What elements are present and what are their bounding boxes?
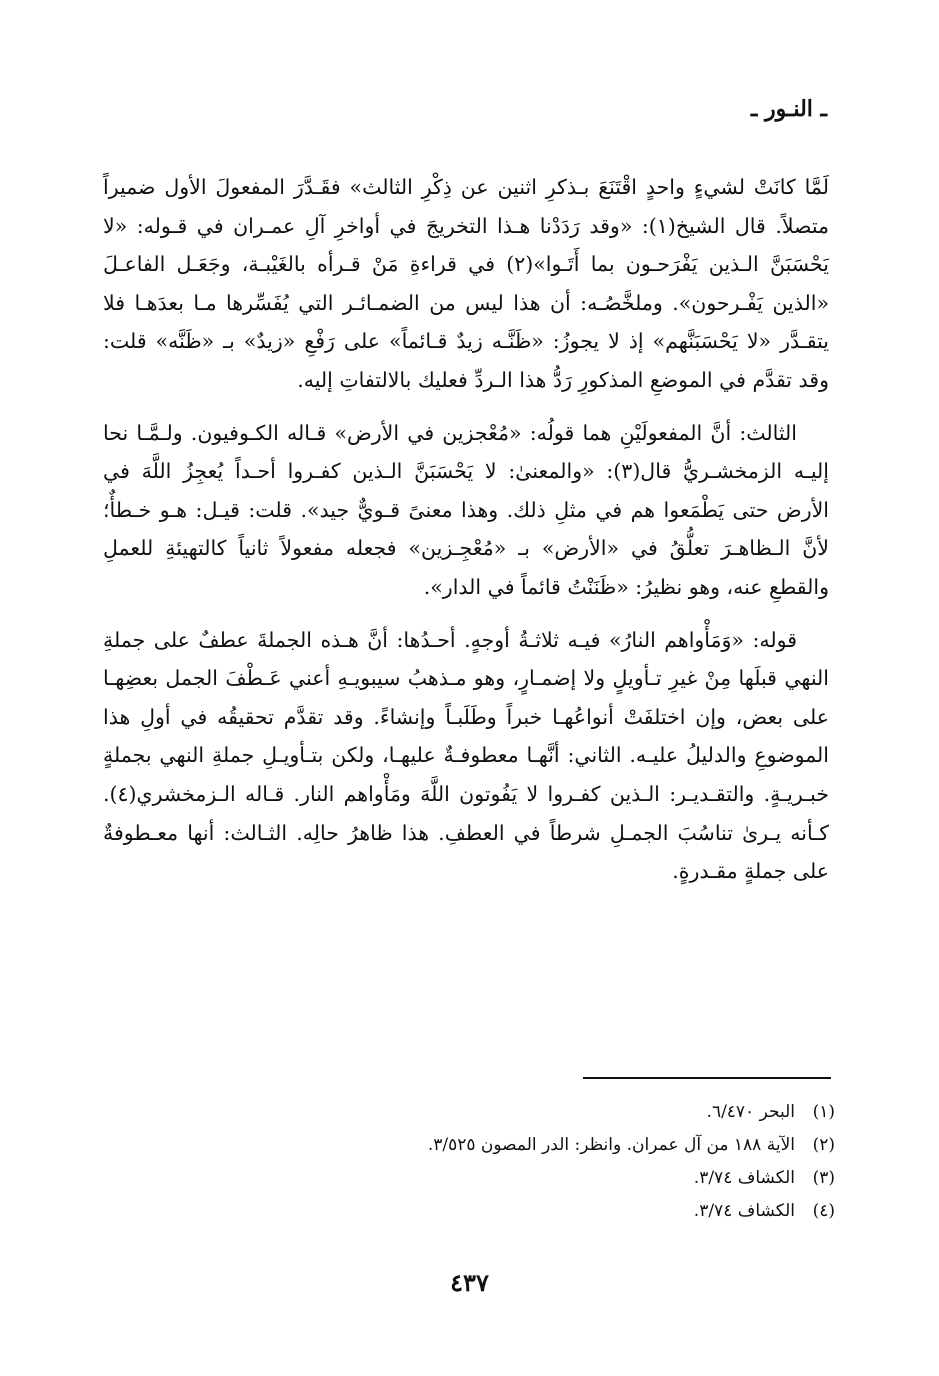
footnote-number: (٤) — [812, 1201, 835, 1221]
footnote-number: (٢) — [812, 1135, 835, 1155]
paragraph-3: قوله: «وَمَأْواهم النارُ» فيـه ثلاثـةُ أوجهٍ. أحـدُها: أنَّ هـذه الجملةَ عطفٌ على جملةِ النهي قبلَها مِنْ غيرِ تـأويلٍ ولا إضمـارٍ، وهو مـذهبُ سيبويـهِ أعني عَـطْفَ الجمل بعضِهـا على بعض، وإن اختلفَتْ أنواعُهـا خبراً وطَلَبـاً وإنشاءً. وقد تقدَّم تحقيقُه في أولِ هذا الموضوعِ والدليلُ عليـه. الثاني: أنَّهـا معطوفـةٌ عليهـا، ولكن بتـأويـلِ جملةِ النهي بجملةٍ خبـريـةٍ. والتقـديـر: الـذين كفـروا لا يَفُوتون اللَّهَ ومَأْواهم النار. قـاله الـزمخشري(٤). كـأنه يـرىٰ تناسُبَ الجمـلِ شرطاً في العطفِ. هذا ظاهرُ حالِه. الثـالث: أنها معـطوفةٌ على جملةٍ مقـدرةٍ. — [103, 627, 829, 884]
footnote-4 — [235, 1195, 835, 1228]
footnote-number: (١) — [812, 1102, 835, 1122]
footnote-text: الكشاف ٣/٧٤. — [693, 1201, 795, 1221]
footnote-divider — [583, 1077, 831, 1079]
footnotes — [235, 1096, 835, 1228]
paragraph-2: الثالث: أنَّ المفعولَيْنِ هما قولُه: «مُعْجزين في الأرض» قـاله الكـوفيون. ولـمَّـا نحا إليـه الزمخشـريُّ قال(٣): «والمعنىٰ: لا يَحْسَبَنَّ الـذين كفـروا أحـداً يُعجِزُ اللَّهَ في الأرض حتى يَطْمَعوا هم في مثلِ ذلك. وهذا معنىً قـويٌّ جيد». قلت: قيـل: هـو خـطأٌ؛ لأنَّ الـظاهـرَ تعلُّقُ في «الأرض» بـ «مُعْجِـزين» فجعله مفعولاً ثانياً كالتهيئةِ للعملِ والقطعِ عنه، وهو نظيرُ: «ظَنَنْتُ قائماً في الدار». — [103, 420, 829, 599]
page-number: ٤٣٧ — [450, 1268, 489, 1297]
footnote-1 — [235, 1096, 835, 1129]
footnote-number: (٣) — [812, 1168, 835, 1188]
footnote-2 — [235, 1129, 835, 1162]
footnote-text: الكشاف ٣/٧٤. — [693, 1168, 795, 1188]
main-text — [103, 168, 829, 891]
paragraph-1: لَمَّا كانَتْ لشيءٍ واحدٍ اقْتَنَعَ بـذكرِ اثنين عن ذِكْرِ الثالث» فقَـدَّرَ المفعولَ الأول ضميراً متصلاً. قال الشيخ(١): «وقد رَدَدْنا هـذا التخريجَ في أواخرِ آلِ عمـران في قـوله: «لا يَحْسَبَنَّ الـذين يَفْرَحـون بما أَتَـوا»(٢) في قراءةِ مَنْ قـرأه بالغَيْبـة، وجَعَـل الفاعـلَ «الذين يَفْـرحون». وملخَّصُـه: أن هذا ليس من الضمـائـر التي يُفَسِّرها مـا بعدَهـا فلا يتقـدَّر «لا يَحْسَبَنَّهم» إذ لا يجوزُ: «ظَنَّـه زيدٌ قـائماً» على رَفْعِ «زيدٌ» بـ «ظَنَّه» قلت: وقد تقدَّم في الموضعِ المذكورِ رَدُّ هذا الـردِّ فعليك بالالتفاتِ إليه. — [103, 175, 830, 392]
footnote-text: البحر ٦/٤٧٠. — [706, 1102, 795, 1122]
footnote-text: الآية ١٨٨ من آل عمران. وانظر: الدر المصون ٣/٥٢٥. — [427, 1135, 795, 1155]
footnote-3 — [235, 1162, 835, 1195]
running-header: ـ النـور ـ — [750, 96, 827, 122]
